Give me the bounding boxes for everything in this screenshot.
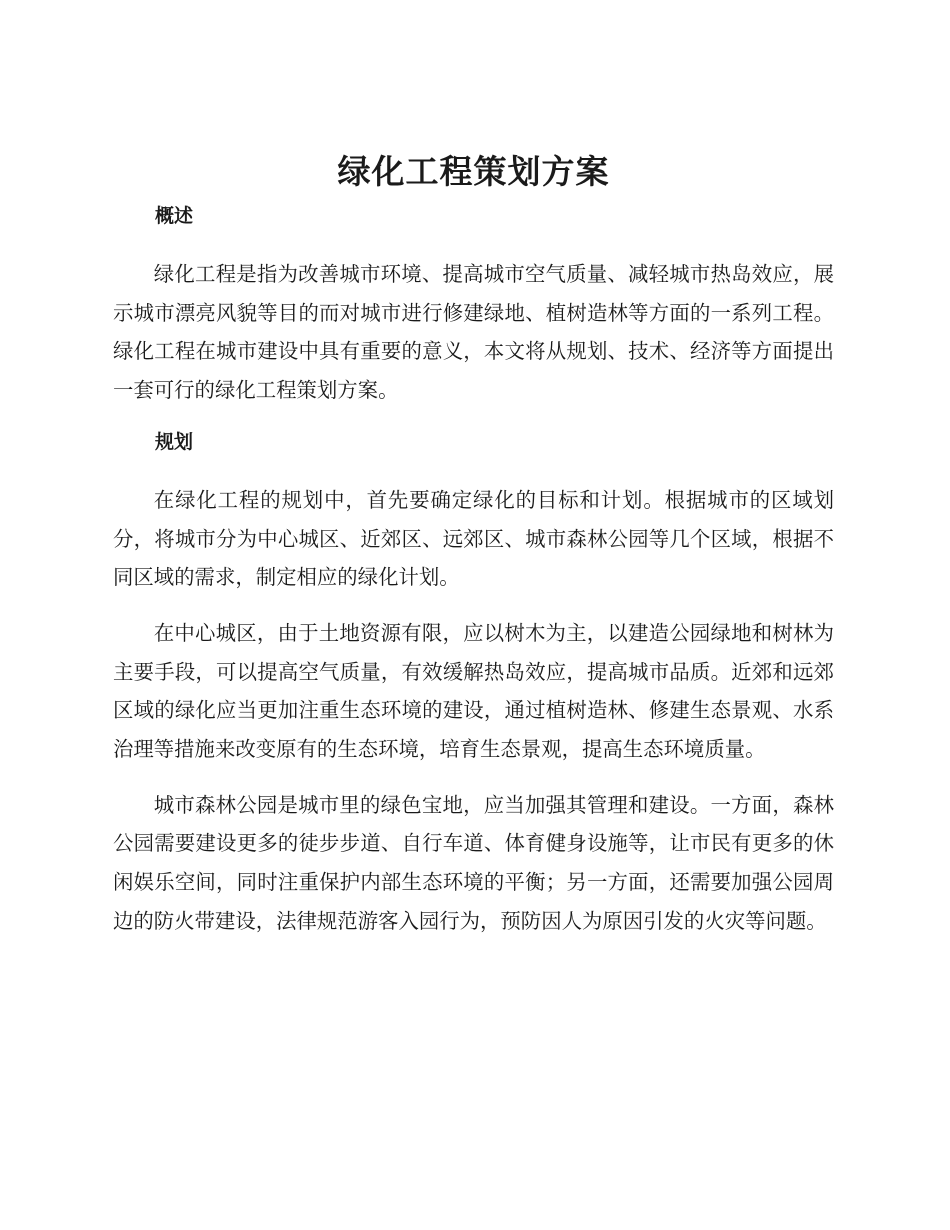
section-planning <box>113 427 834 941</box>
section-heading-planning: 规划 <box>155 430 194 453</box>
document-title: 绿化工程策划方案 <box>337 152 610 191</box>
section-heading-overview: 概述 <box>155 205 194 227</box>
section-overview <box>113 201 834 410</box>
paragraph-planning-2: 在中心城区，由于土地资源有限，应以树木为主，以建造公园绿地和树林为主要手段，可以提高空气质量，有效缓解热岛效应，提高城市品质。近郊和远郊区域的绿化应当更加注重生态环境的建设，通过植树造林、修建生态景观、水系治理等措施来改变原有的生态环境，培育生态景观，提高生态环境质量。 <box>113 620 834 762</box>
paragraph-planning-1: 在绿化工程的规划中，首先要确定绿化的目标和计划。根据城市的区域划分，将城市分为中心城区、近郊区、远郊区、城市森林公园等几个区域，根据不同区域的需求，制定相应的绿化计划。 <box>113 487 834 590</box>
paragraph-overview-1: 绿化工程是指为改善城市环境、提高城市空气质量、减轻城市热岛效应，展示城市漂亮风貌等目的而对城市进行修建绿地、植树造林等方面的一系列工程。绿化工程在城市建设中具有重要的意义，本文将从规划、技术、经济等方面提出一套可行的绿化工程策划方案。 <box>113 262 834 403</box>
paragraph-planning-3: 城市森林公园是城市里的绿色宝地，应当加强其管理和建设。一方面，森林公园需要建设更多的徒步步道、自行车道、体育健身设施等，让市民有更多的休闲娱乐空间，同时注重保护内部生态环境的平衡；另一方面，还需要加强公园周边的防火带建设，法律规范游客入园行为，预防因人为原因引发的火灾等问题。 <box>113 792 834 933</box>
